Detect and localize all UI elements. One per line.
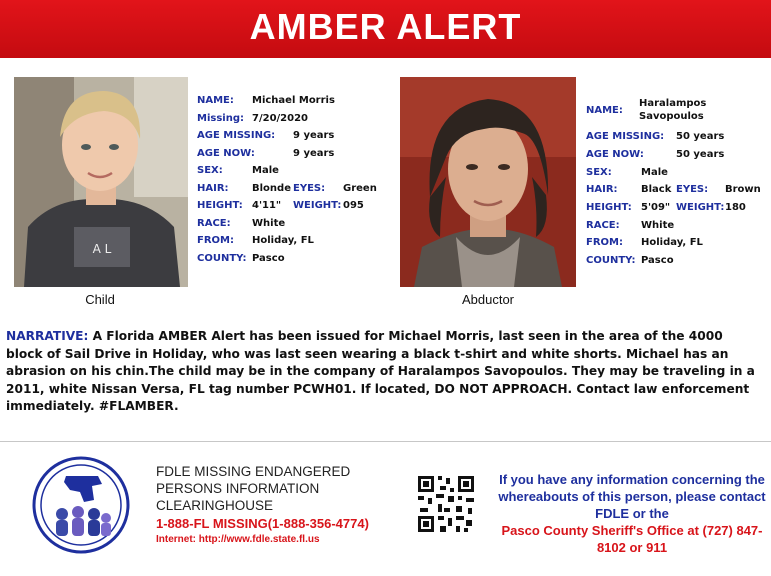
abductor-race-value: White <box>641 219 675 231</box>
field-label: RACE: <box>197 217 231 229</box>
child-height-value: 4'11" <box>252 200 282 211</box>
clearinghouse-logo <box>32 456 130 554</box>
field-label: COUNTY: <box>197 252 247 264</box>
field-label: Missing: <box>197 112 244 124</box>
child-missing-value: 7/20/2020 <box>252 112 309 124</box>
child-hair-row <box>197 182 377 194</box>
child-age-missing-value: 9 years <box>293 130 335 141</box>
narrative-text: A Florida AMBER Alert has been issued for Michael Morris, last seen in the area of the 4000 block of Sail Drive in Holiday, who was last seen wearing a black t-shirt and white shorts. Michael has an abrasion on his chin.The child may be in the company of Haralampos Savopoulos. They may be traveling in a 2011, white Nissan Versa, FL tag number PCWH01. If located, DO NOT APPROACH. Contact law enforcement immediately. #FLAMBER. <box>6 329 755 413</box>
narrative <box>6 328 761 416</box>
child-race-value: White <box>252 217 286 229</box>
field-label: AGE NOW: <box>586 149 644 160</box>
fdle-phone[interactable]: 1-888-FL MISSING(1-888-356-4774) <box>156 516 369 531</box>
abductor-hair-row <box>586 184 761 195</box>
field-label: SEX: <box>197 165 223 176</box>
child-from-row <box>197 235 314 246</box>
child-age-missing-row <box>197 130 335 141</box>
abductor-age-missing-row <box>586 131 725 142</box>
child-missing-row <box>197 112 309 124</box>
abductor-age-now-row <box>586 149 725 160</box>
field-label: AGE MISSING: <box>197 130 276 141</box>
abductor-sex-row <box>586 166 668 178</box>
child-race-row <box>197 217 286 229</box>
child-height-row <box>197 200 364 211</box>
abductor-height-value: 5'09" <box>641 202 671 213</box>
field-label: COUNTY: <box>586 254 636 266</box>
child-caption: Child <box>85 292 115 307</box>
narrative-label: NARRATIVE: <box>6 329 89 343</box>
field-label: NAME: <box>586 105 623 116</box>
abductor-county-value: Pasco <box>641 254 674 266</box>
child-name-value: Michael Morris <box>252 95 335 106</box>
field-label: WEIGHT: <box>293 200 342 211</box>
field-label: HAIR: <box>197 182 229 194</box>
field-label: FROM: <box>197 235 234 246</box>
field-label: HAIR: <box>586 184 618 195</box>
qr-code[interactable] <box>416 474 476 534</box>
child-age-now-value: 9 years <box>293 147 335 159</box>
field-label: RACE: <box>586 219 620 231</box>
contact-blue-text: If you have any information concerning the whereabouts of this person, please contact FDLE or the <box>498 472 766 521</box>
fdle-line-1: FDLE MISSING ENDANGERED <box>156 464 351 479</box>
abductor-sex-value: Male <box>641 166 668 178</box>
field-label: SEX: <box>586 166 612 178</box>
abductor-race-row <box>586 219 675 231</box>
abductor-name-line1: Haralampos <box>639 98 707 109</box>
child-age-now-row <box>197 147 335 159</box>
abductor-from-row <box>586 237 703 248</box>
field-label: AGE MISSING: <box>586 131 665 142</box>
abductor-info <box>586 98 766 273</box>
abductor-hair-value: Black <box>641 184 672 195</box>
abductor-eyes-value: Brown <box>725 184 761 195</box>
abductor-weight-value: 180 <box>725 202 746 213</box>
abductor-age-now-value: 50 years <box>676 149 725 160</box>
child-county-row <box>197 252 285 264</box>
contact-info <box>498 471 766 556</box>
child-name-row <box>197 95 335 106</box>
child-sex-value: Male <box>252 165 279 176</box>
child-from-value: Holiday, FL <box>252 235 314 246</box>
child-county-value: Pasco <box>252 252 285 264</box>
abductor-name-row <box>586 105 623 116</box>
child-eyes-value: Green <box>343 182 377 194</box>
abductor-height-row <box>586 202 746 213</box>
abductor-photo <box>400 77 576 287</box>
field-label: AGE NOW: <box>197 147 255 159</box>
alert-title: AMBER ALERT <box>249 6 522 47</box>
child-info <box>197 95 387 275</box>
field-label: HEIGHT: <box>586 202 632 213</box>
field-label: HEIGHT: <box>197 200 243 211</box>
alert-banner <box>0 0 771 58</box>
field-label: EYES: <box>293 182 326 194</box>
fdle-line-2: PERSONS INFORMATION <box>156 481 320 496</box>
abductor-name-line2: Savopoulos <box>639 111 704 122</box>
abductor-caption: Abductor <box>461 292 515 307</box>
child-hair-value: Blonde <box>252 182 291 194</box>
child-weight-value: 095 <box>343 200 364 211</box>
child-photo <box>14 77 188 287</box>
abductor-county-row <box>586 254 674 266</box>
field-label: WEIGHT: <box>676 202 725 213</box>
abductor-age-missing-value: 50 years <box>676 131 725 142</box>
contact-red-text: Pasco County Sheriff's Office at (727) 847-8102 or 911 <box>501 523 763 555</box>
field-label: EYES: <box>676 184 709 195</box>
section-divider <box>0 441 771 442</box>
fdle-clearinghouse-text <box>156 463 350 514</box>
child-sex-row <box>197 165 279 176</box>
abductor-from-value: Holiday, FL <box>641 237 703 248</box>
fdle-website-link[interactable]: Internet: http://www.fdle.state.fl.us <box>156 534 320 545</box>
field-label: NAME: <box>197 95 234 106</box>
fdle-line-3: CLEARINGHOUSE <box>156 498 274 513</box>
svg-text:A L: A L <box>92 242 112 256</box>
field-label: FROM: <box>586 237 623 248</box>
